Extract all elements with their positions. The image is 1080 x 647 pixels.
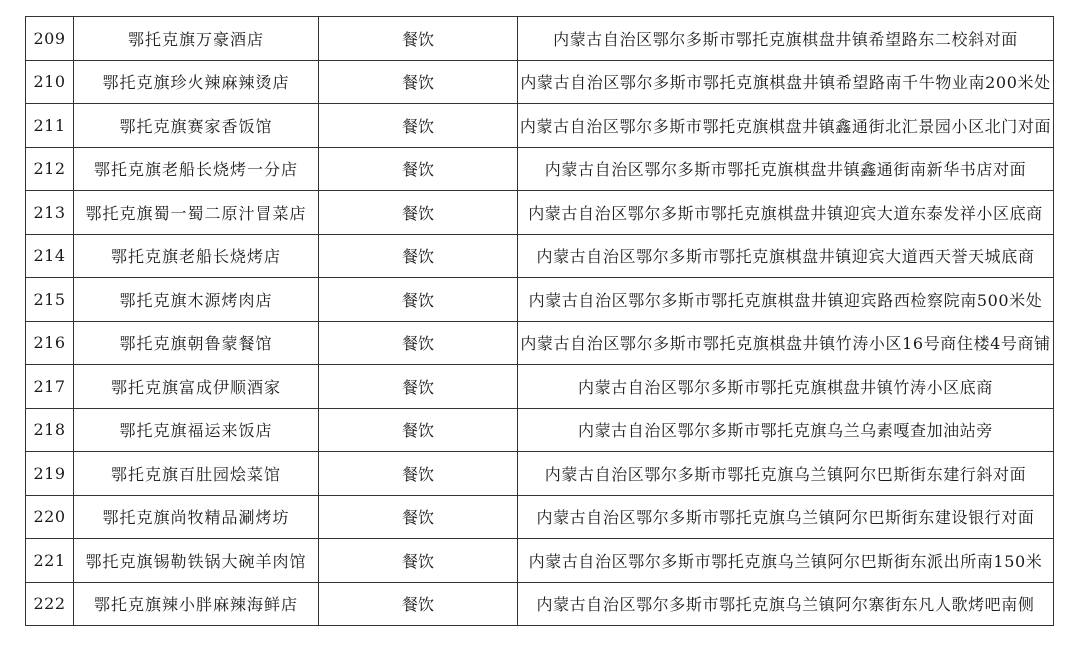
business-name-cell: 鄂托克旗万豪酒店 bbox=[74, 17, 319, 61]
business-type-cell: 餐饮 bbox=[319, 582, 518, 626]
table-row bbox=[26, 582, 1054, 626]
table-row bbox=[26, 452, 1054, 496]
business-type-cell: 餐饮 bbox=[319, 147, 518, 191]
address-cell: 内蒙古自治区鄂尔多斯市鄂托克旗棋盘井镇竹涛小区底商 bbox=[518, 365, 1054, 409]
business-name-cell: 鄂托克旗富成伊顺酒家 bbox=[74, 365, 319, 409]
address-cell: 内蒙古自治区鄂尔多斯市鄂托克旗棋盘井镇鑫通街北汇景园小区北门对面 bbox=[518, 104, 1054, 148]
table-row bbox=[26, 278, 1054, 322]
business-type-cell: 餐饮 bbox=[319, 365, 518, 409]
business-name-cell: 鄂托克旗尚牧精品涮烤坊 bbox=[74, 495, 319, 539]
row-number-cell: 222 bbox=[26, 582, 74, 626]
address-cell: 内蒙古自治区鄂尔多斯市鄂托克旗棋盘井镇迎宾大道东泰发祥小区底商 bbox=[518, 191, 1054, 235]
business-name-cell: 鄂托克旗赛家香饭馆 bbox=[74, 104, 319, 148]
table-row bbox=[26, 365, 1054, 409]
business-type-cell: 餐饮 bbox=[319, 321, 518, 365]
address-cell: 内蒙古自治区鄂尔多斯市鄂托克旗棋盘井镇鑫通街南新华书店对面 bbox=[518, 147, 1054, 191]
address-cell: 内蒙古自治区鄂尔多斯市鄂托克旗棋盘井镇迎宾大道西天誉天城底商 bbox=[518, 234, 1054, 278]
address-cell: 内蒙古自治区鄂尔多斯市鄂托克旗棋盘井镇竹涛小区16号商住楼4号商铺 bbox=[518, 321, 1054, 365]
business-type-cell: 餐饮 bbox=[319, 17, 518, 61]
address-cell: 内蒙古自治区鄂尔多斯市鄂托克旗棋盘井镇希望路东二校斜对面 bbox=[518, 17, 1054, 61]
business-name-cell: 鄂托克旗珍火辣麻辣烫店 bbox=[74, 60, 319, 104]
business-type-cell: 餐饮 bbox=[319, 60, 518, 104]
row-number-cell: 212 bbox=[26, 147, 74, 191]
business-name-cell: 鄂托克旗辣小胖麻辣海鲜店 bbox=[74, 582, 319, 626]
table-row bbox=[26, 60, 1054, 104]
business-type-cell: 餐饮 bbox=[319, 539, 518, 583]
business-name-cell: 鄂托克旗木源烤肉店 bbox=[74, 278, 319, 322]
business-type-cell: 餐饮 bbox=[319, 495, 518, 539]
business-type-cell: 餐饮 bbox=[319, 278, 518, 322]
address-cell: 内蒙古自治区鄂尔多斯市鄂托克旗棋盘井镇迎宾路西检察院南500米处 bbox=[518, 278, 1054, 322]
row-number-cell: 216 bbox=[26, 321, 74, 365]
row-number-cell: 220 bbox=[26, 495, 74, 539]
address-cell: 内蒙古自治区鄂尔多斯市鄂托克旗乌兰镇阿尔巴斯街东建设银行对面 bbox=[518, 495, 1054, 539]
table-row bbox=[26, 234, 1054, 278]
row-number-cell: 209 bbox=[26, 17, 74, 61]
business-table bbox=[25, 16, 1054, 626]
row-number-cell: 214 bbox=[26, 234, 74, 278]
row-number-cell: 215 bbox=[26, 278, 74, 322]
address-cell: 内蒙古自治区鄂尔多斯市鄂托克旗乌兰乌素嘎查加油站旁 bbox=[518, 408, 1054, 452]
address-cell: 内蒙古自治区鄂尔多斯市鄂托克旗乌兰镇阿尔巴斯街东建行斜对面 bbox=[518, 452, 1054, 496]
address-cell: 内蒙古自治区鄂尔多斯市鄂托克旗乌兰镇阿尔巴斯街东派出所南150米 bbox=[518, 539, 1054, 583]
row-number-cell: 211 bbox=[26, 104, 74, 148]
table-row bbox=[26, 191, 1054, 235]
row-number-cell: 210 bbox=[26, 60, 74, 104]
business-type-cell: 餐饮 bbox=[319, 104, 518, 148]
table-body bbox=[26, 17, 1054, 626]
business-type-cell: 餐饮 bbox=[319, 408, 518, 452]
business-type-cell: 餐饮 bbox=[319, 234, 518, 278]
business-name-cell: 鄂托克旗蜀一蜀二原汁冒菜店 bbox=[74, 191, 319, 235]
address-cell: 内蒙古自治区鄂尔多斯市鄂托克旗乌兰镇阿尔寨街东凡人歌烤吧南侧 bbox=[518, 582, 1054, 626]
table-row bbox=[26, 17, 1054, 61]
address-cell: 内蒙古自治区鄂尔多斯市鄂托克旗棋盘井镇希望路南千牛物业南200米处 bbox=[518, 60, 1054, 104]
business-type-cell: 餐饮 bbox=[319, 452, 518, 496]
row-number-cell: 213 bbox=[26, 191, 74, 235]
business-type-cell: 餐饮 bbox=[319, 191, 518, 235]
business-name-cell: 鄂托克旗百肚园烩菜馆 bbox=[74, 452, 319, 496]
row-number-cell: 217 bbox=[26, 365, 74, 409]
business-name-cell: 鄂托克旗锡勒铁锅大碗羊肉馆 bbox=[74, 539, 319, 583]
table-row bbox=[26, 147, 1054, 191]
business-name-cell: 鄂托克旗朝鲁蒙餐馆 bbox=[74, 321, 319, 365]
business-name-cell: 鄂托克旗老船长烧烤一分店 bbox=[74, 147, 319, 191]
table-row bbox=[26, 539, 1054, 583]
business-name-cell: 鄂托克旗老船长烧烤店 bbox=[74, 234, 319, 278]
row-number-cell: 218 bbox=[26, 408, 74, 452]
row-number-cell: 221 bbox=[26, 539, 74, 583]
table-row bbox=[26, 408, 1054, 452]
business-name-cell: 鄂托克旗福运来饭店 bbox=[74, 408, 319, 452]
table-row bbox=[26, 104, 1054, 148]
table-row bbox=[26, 321, 1054, 365]
row-number-cell: 219 bbox=[26, 452, 74, 496]
table-row bbox=[26, 495, 1054, 539]
